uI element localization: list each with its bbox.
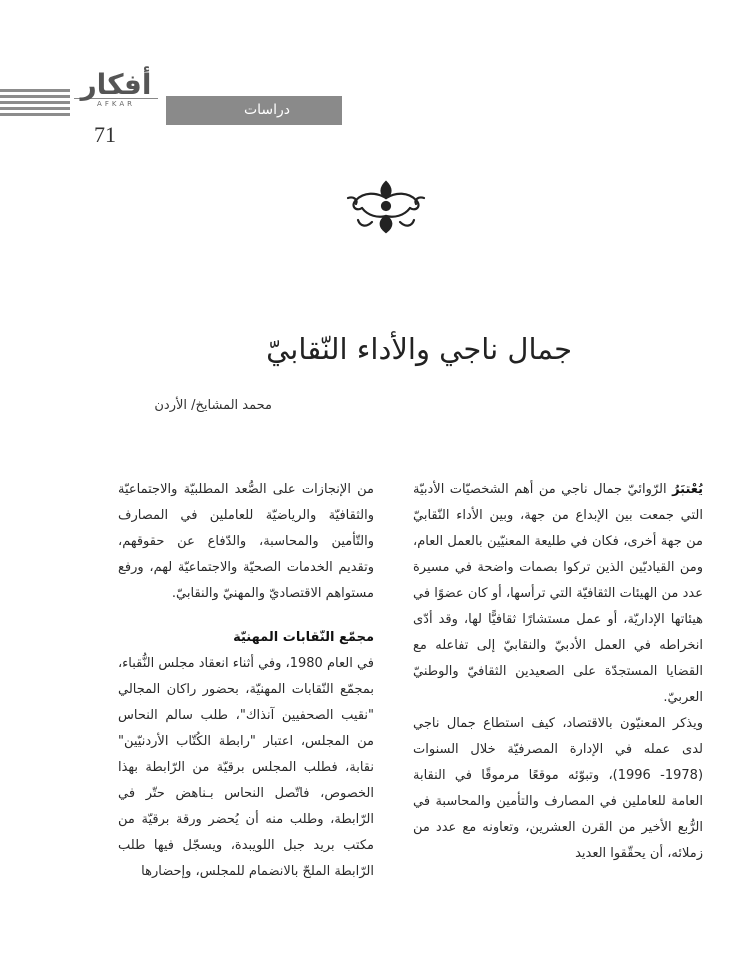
page-number: 71 bbox=[94, 122, 116, 147]
paragraph: في العام 1980، وفي أثناء انعقاد مجلس النُّقباء، بمجمّع النّقابات المهنيّة، بحضور راكان المجالي "نقيب الصحفيين آنذاك"، طلب سالم النحاس من المجلس، اعتبار "رابطة الكُتّاب الأردنيّين" نقابة، فطلب المجلس برقيّة من الرّابطة بهذا الخصوص، فاتّصل النحاس بـناهض حتّر في الرّابطة، وطلب منه أن يُحضر ورقة برقيّة من مكتب بريد جبل اللويبدة، ويسجّل فيها طلب الرّابطة الملحّ بالانضمام للمجلس، وإحضارها bbox=[117, 656, 374, 879]
article-title: جمال ناجي والأداء النّقابيّ bbox=[266, 332, 572, 366]
paragraph-text: الرّوائيّ جمال ناجي من أهم الشخصيّات الأدبيّة التي جمعت بين الإبداع من جهة، وبين الأداء النّقابيّ من جهة أخرى، فكان في طليعة المعنيّين بالعمل العام، ومن القياديّين الذين تركوا بصمات واضحة في مسيرة عدد من الهيئات الثقافيّة التي ترأسها، أو كان عضوًا في هيئاتها الإداريّة، أو عمل مستشارًا ثقافيًّا لها، وقد أدّى انخراطه في العمل الأدبيّ والنقابيّ إلى تفاعله مع القضايا المستجدّة على الصعيدين الثقافيّ والوطنيّ العربيّ. bbox=[413, 482, 703, 705]
lead-word: يُعْتبَرُ bbox=[672, 482, 703, 497]
logo-latin: AFKAR bbox=[74, 98, 158, 108]
paragraph: ويذكر المعنيّون بالاقتصاد، كيف استطاع جمال ناجي لدى عمله في الإدارة المصرفيّة خلال السنوات (1978- 1996)، وتبوّئه موقعًا مرموقًا في النقابة العامة للعاملين في المصارف والتأمين والمحاسبة في الرُّبع الأخير من القرن العشرين، وتعاونه مع عدد من زملائه، أن يحقّقوا العديد bbox=[413, 716, 704, 861]
section-label: دراسات bbox=[166, 96, 342, 125]
paragraph: من الإنجازات على الصُّعد المطلبيّة والاجتماعيّة والثقافيّة والرياضيّة للعاملين في المصارف والتّأمين والمحاسبة، والدّفاع عن حقوقهم، وتقديم الخدمات الصحيّة والاجتماعيّة لهم، ورفع مستواهم الاقتصاديّ والمهنيّ والنقابيّ. bbox=[118, 482, 374, 601]
logo-arabic: أفكار bbox=[80, 68, 152, 101]
paragraph bbox=[413, 477, 703, 711]
magazine-logo bbox=[74, 70, 158, 108]
section-subheading: مجمّع النّقابات المهنيّة bbox=[233, 630, 374, 645]
article-author: محمد المشايخ/ الأردن bbox=[154, 398, 272, 413]
header-stripes bbox=[0, 89, 70, 119]
article-column-right bbox=[413, 477, 703, 867]
ornament-icon bbox=[344, 178, 428, 236]
article-column-left bbox=[118, 477, 374, 885]
